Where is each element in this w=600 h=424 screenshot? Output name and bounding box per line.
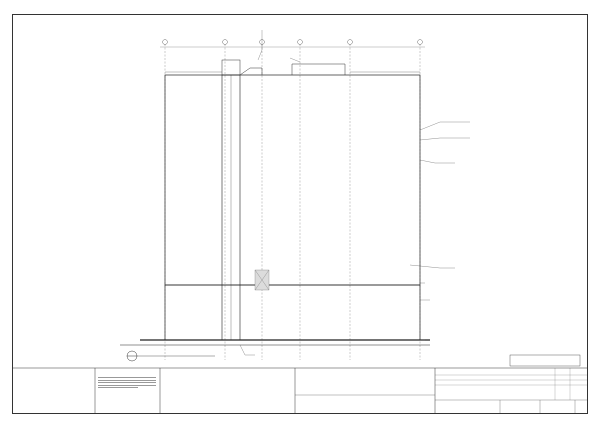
roof-structures	[165, 60, 420, 75]
extent-dimension	[420, 283, 425, 340]
grid-lines	[165, 44, 420, 360]
revision-stamp	[510, 355, 580, 366]
section-caption-bubble	[127, 351, 137, 361]
building-outline	[120, 75, 430, 345]
basement-hatch	[255, 270, 269, 290]
lift-core	[222, 75, 240, 340]
leader-lines	[240, 30, 470, 355]
notes-lines	[98, 375, 156, 390]
grid-bubbles	[163, 40, 423, 45]
